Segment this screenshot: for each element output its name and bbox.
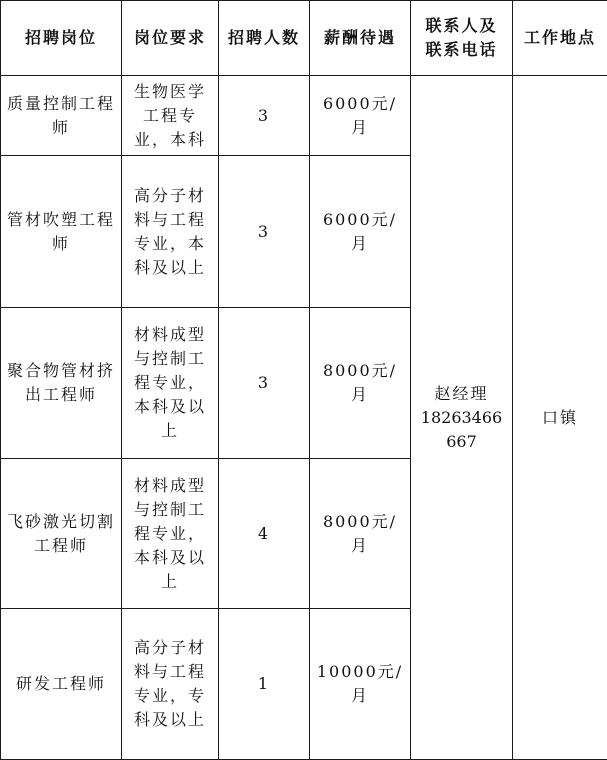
contact-cell [411,76,513,760]
post-cell: 研发工程师 [1,609,122,760]
post-cell: 飞砂激光切割工程师 [1,459,122,609]
salary-cell: 10000元/月 [310,609,411,760]
header-row [1,1,607,76]
header-post: 招聘岗位 [1,1,122,76]
header-requirement: 岗位要求 [122,1,219,76]
salary-cell: 8000元/月 [310,459,411,609]
location-cell: 口镇 [513,76,607,760]
post-cell: 质量控制工程师 [1,76,122,156]
requirement-cell: 材料成型与控制工程专业，本科及以上 [122,308,219,459]
header-contact: 联系人及联系电话 [411,1,513,76]
count-cell: 3 [219,308,310,459]
requirement-cell: 高分子材料与工程专业，专科及以上 [122,609,219,760]
salary-cell: 8000元/月 [310,308,411,459]
header-location: 工作地点 [513,1,607,76]
count-cell: 4 [219,459,310,609]
table-row [1,76,607,156]
header-count: 招聘人数 [219,1,310,76]
count-cell: 3 [219,156,310,308]
count-cell: 1 [219,609,310,760]
salary-cell: 6000元/月 [310,156,411,308]
requirement-cell: 高分子材料与工程专业，本科及以上 [122,156,219,308]
requirement-cell: 生物医学工程专业，本科 [122,76,219,156]
requirement-cell: 材料成型与控制工程专业，本科及以上 [122,459,219,609]
salary-cell: 6000元/月 [310,76,411,156]
contact-phone: 18263466667 [421,408,502,451]
contact-name: 赵经理 [434,384,488,403]
count-cell: 3 [219,76,310,156]
header-salary: 薪酬待遇 [310,1,411,76]
post-cell: 管材吹塑工程师 [1,156,122,308]
post-cell: 聚合物管材挤出工程师 [1,308,122,459]
